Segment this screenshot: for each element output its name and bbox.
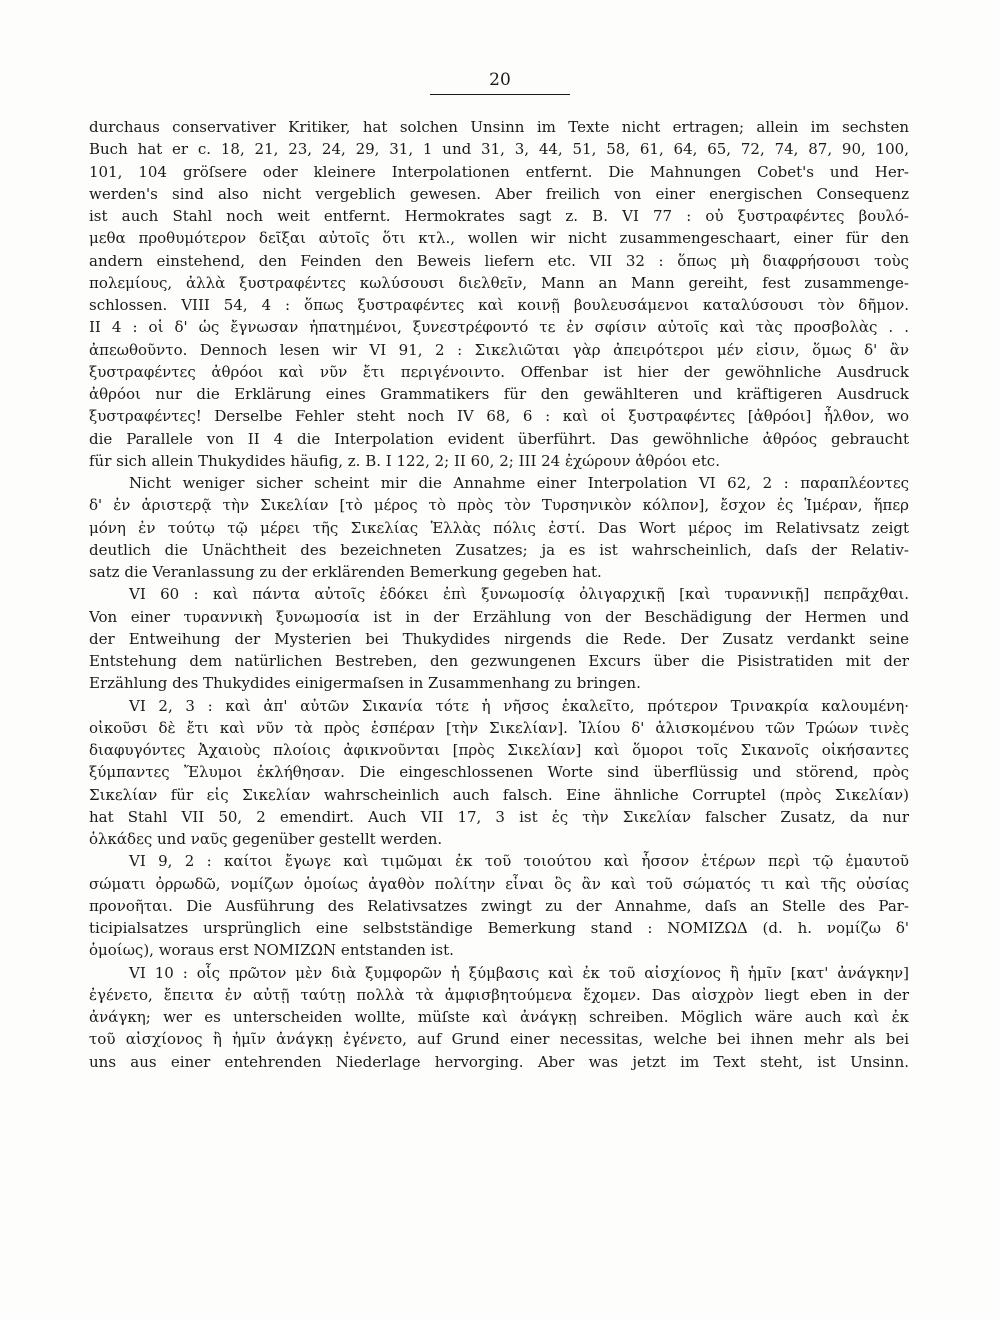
text-line: ticipialsatzes ursprünglich eine selbstständige Bemerkung stand : NOMIZΩΔ (d. h. νομίζω δ' bbox=[89, 919, 909, 937]
text-line: σώματι ὀρρωδῶ, νομίζων ὁμοίως ἀγαθὸν πολίτην εἶναι ὃς ἂν καὶ τοῦ σώματός τι καὶ τῆς οὐσίας bbox=[89, 874, 909, 893]
text-line: VI 2, 3 : καὶ ἀπ' αὐτῶν Σικανία τότε ἡ νῆσος ἐκαλεῖτο, πρότερον Τρινακρία καλουμένη· bbox=[129, 696, 909, 715]
body-text bbox=[89, 116, 909, 1073]
text-line: ὁλκάδες und ναῦς gegenüber gestellt werden. bbox=[89, 830, 443, 848]
text-line: ξυστραφέντες ἀθρόοι καὶ νῦν ἔτι περιγένοιντο. Offenbar ist hier der gewöhnliche Ausdruck bbox=[89, 362, 909, 381]
text-line: ἀθρόοι nur die Erklärung eines Grammatikers für den gewählteren und kräftigeren Ausdruck bbox=[89, 385, 909, 403]
text-line: VI 10 : οἷς πρῶτον μὲν διὰ ξυμφορῶν ἡ ξύμβασις καὶ ἐκ τοῦ αἰσχίονος ἢ ἡμῖν [κατ' ἀνάγκην] bbox=[129, 963, 909, 982]
text-line: II 4 : οἱ δ' ὡς ἔγνωσαν ἠπατημένοι, ξυνεστρέφοντό τε ἐν σφίσιν αὐτοῖς καὶ τὰς προσβολὰς . . bbox=[89, 318, 909, 337]
text-line: für sich allein Thukydides häufig, z. B. I 122, 2; II 60, 2; III 24 ἐχώρουν ἀθρόοι etc. bbox=[89, 451, 720, 470]
text-line: μόνη ἐν τούτῳ τῷ μέρει τῆς Σικελίας Ἑλλὰς πόλις ἐστί. Das Wort μέρος im Relativsatz zeigt bbox=[89, 518, 909, 537]
text-line: Σικελίαν für εἰς Σικελίαν wahrscheinlich auch falsch. Eine ähnliche Corruptel (πρὸς Σικελίαν) bbox=[89, 785, 909, 804]
text-line: andern einstehend, den Feinden den Beweis liefern etc. VII 32 : ὅπως μὴ διαφρήσουσι τοὺς bbox=[89, 251, 909, 270]
header-rule bbox=[430, 94, 570, 95]
text-line: τοῦ αἰσχίονος ἢ ἡμῖν ἀνάγκῃ ἐγένετο, auf Grund einer necessitas, welche bei ihnen mehr als bei bbox=[89, 1030, 909, 1049]
text-line: ἀνάγκη; wer es unterscheiden wollte, müſste καὶ ἀνάγκῃ schreiben. Möglich wäre auch καὶ ἐκ bbox=[89, 1008, 909, 1026]
text-line: deutlich die Unächtheit des bezeichneten Zusatzes; ja es ist wahrscheinlich, daſs der Relativ- bbox=[89, 540, 909, 559]
text-line: ξυστραφέντες! Derselbe Fehler steht noch IV 68, 6 : καὶ οἱ ξυστραφέντες [ἀθρόοι] ἦλθον, wo bbox=[89, 407, 909, 426]
text-line: προνοῆται. Die Ausführung des Relativsatzes zwingt zu der Annahme, daſs an Stelle des Par- bbox=[89, 896, 909, 915]
text-line: πολεμίους, ἀλλὰ ξυστραφέντες κωλύσουσι διελθεῖν, Mann an Mann gereiht, fest zusammenge- bbox=[89, 273, 909, 292]
text-line: 101, 104 gröſsere oder kleinere Interpolationen entfernt. Die Mahnungen Cobet's und Her- bbox=[89, 162, 909, 181]
text-line: schlossen. VIII 54, 4 : ὅπως ξυστραφέντες καὶ κοινῇ βουλευσάμενοι καταλύσουσι τὸν δῆμον. bbox=[89, 296, 909, 314]
text-line: Buch hat er c. 18, 21, 23, 24, 29, 31, 1 und 31, 3, 44, 51, 58, 61, 64, 65, 72, 74, 87, 90, 100, bbox=[89, 140, 909, 159]
text-line: δ' ἐν ἀριστερᾷ τὴν Σικελίαν [τὸ μέρος τὸ πρὸς τὸν Τυρσηνικὸν κόλπον], ἔσχον ἐς Ἱμέραν, ἥπερ bbox=[89, 496, 909, 515]
text-line: Erzählung des Thukydides einigermaſsen in Zusammenhang zu bringen. bbox=[89, 674, 641, 693]
text-line: der Entweihung der Mysterien bei Thukydides nirgends die Rede. Der Zusatz verdankt seine bbox=[89, 629, 909, 648]
text-line: ξύμπαντες Ἔλυμοι ἐκλήθησαν. Die eingeschlossenen Worte sind überflüssig und störend, πρὸς bbox=[89, 763, 909, 782]
text-line: μεθα προθυμότερον δεῖξαι αὐτοῖς ὅτι κτλ., wollen wir nicht zusammengeschaart, einer für den bbox=[89, 229, 909, 248]
text-line: VI 9, 2 : καίτοι ἔγωγε καὶ τιμῶμαι ἐκ τοῦ τοιούτου καὶ ἧσσον ἑτέρων περὶ τῷ ἐμαυτοῦ bbox=[129, 852, 909, 871]
text-line: hat Stahl VII 50, 2 emendirt. Auch VII 17, 3 ist ἐς τὴν Σικελίαν falscher Zusatz, da nur bbox=[89, 807, 909, 826]
text-line: VI 60 : καὶ πάντα αὐτοῖς ἐδόκει ἐπὶ ξυνωμοσίᾳ ὀλιγαρχικῇ [καὶ τυραννικῇ] πεπρᾶχθαι. bbox=[129, 585, 909, 604]
text-line: Entstehung dem natürlichen Bestreben, den gezwungenen Excurs über die Pisistratiden mit der bbox=[89, 652, 909, 670]
text-line: διαφυγόντες Ἀχαιοὺς πλοίοις ἀφικνοῦνται [πρὸς Σικελίαν] καὶ ὅμοροι τοῖς Σικανοῖς οἰκήσαντες bbox=[89, 741, 909, 759]
text-line: ist auch Stahl noch weit entfernt. Hermokrates sagt z. B. VI 77 : οὐ ξυστραφέντες βουλό- bbox=[89, 207, 909, 225]
text-line: uns aus einer entehrenden Niederlage hervorging. Aber was jetzt im Text steht, ist Unsinn. bbox=[89, 1052, 909, 1071]
text-line: ἐγένετο, ἔπειτα ἐν αὐτῇ ταύτῃ πολλὰ τὰ ἀμφισβητούμενα ἔχομεν. Das αἰσχρὸν liegt eben in der bbox=[89, 985, 909, 1004]
text-line: ὁμοίως), woraus erst NOMIZΩN entstanden ist. bbox=[89, 941, 454, 960]
page-number: 20 bbox=[489, 70, 511, 90]
text-line: Von einer τυραννικὴ ξυνωμοσία ist in der Erzählung von der Beschädigung der Hermen und bbox=[89, 607, 909, 626]
text-line: satz die Veranlassung zu der erklärenden Bemerkung gegeben hat. bbox=[89, 563, 602, 581]
text-line: Nicht weniger sicher scheint mir die Annahme einer Interpolation VI 62, 2 : παραπλέοντες bbox=[129, 474, 909, 492]
text-line: die Parallele von II 4 die Interpolation evident überführt. Das gewöhnliche ἀθρόος gebraucht bbox=[89, 429, 909, 448]
text-line: ἀπεωθοῦντο. Dennoch lesen wir VI 91, 2 : Σικελιῶται γὰρ ἀπειρότεροι μέν εἰσιν, ὅμως δ' ἂν bbox=[89, 340, 909, 359]
text-line: durchaus conservativer Kritiker, hat solchen Unsinn im Texte nicht ertragen; allein im sechsten bbox=[89, 118, 909, 136]
text-line: werden's sind also nicht vergeblich gewesen. Aber freilich von einer energischen Consequenz bbox=[89, 184, 909, 203]
text-line: οἰκοῦσι δὲ ἔτι καὶ νῦν τὰ πρὸς ἑσπέραν [τὴν Σικελίαν]. Ἰλίου δ' ἁλισκομένου τῶν Τρώων τινὲς bbox=[89, 718, 909, 737]
